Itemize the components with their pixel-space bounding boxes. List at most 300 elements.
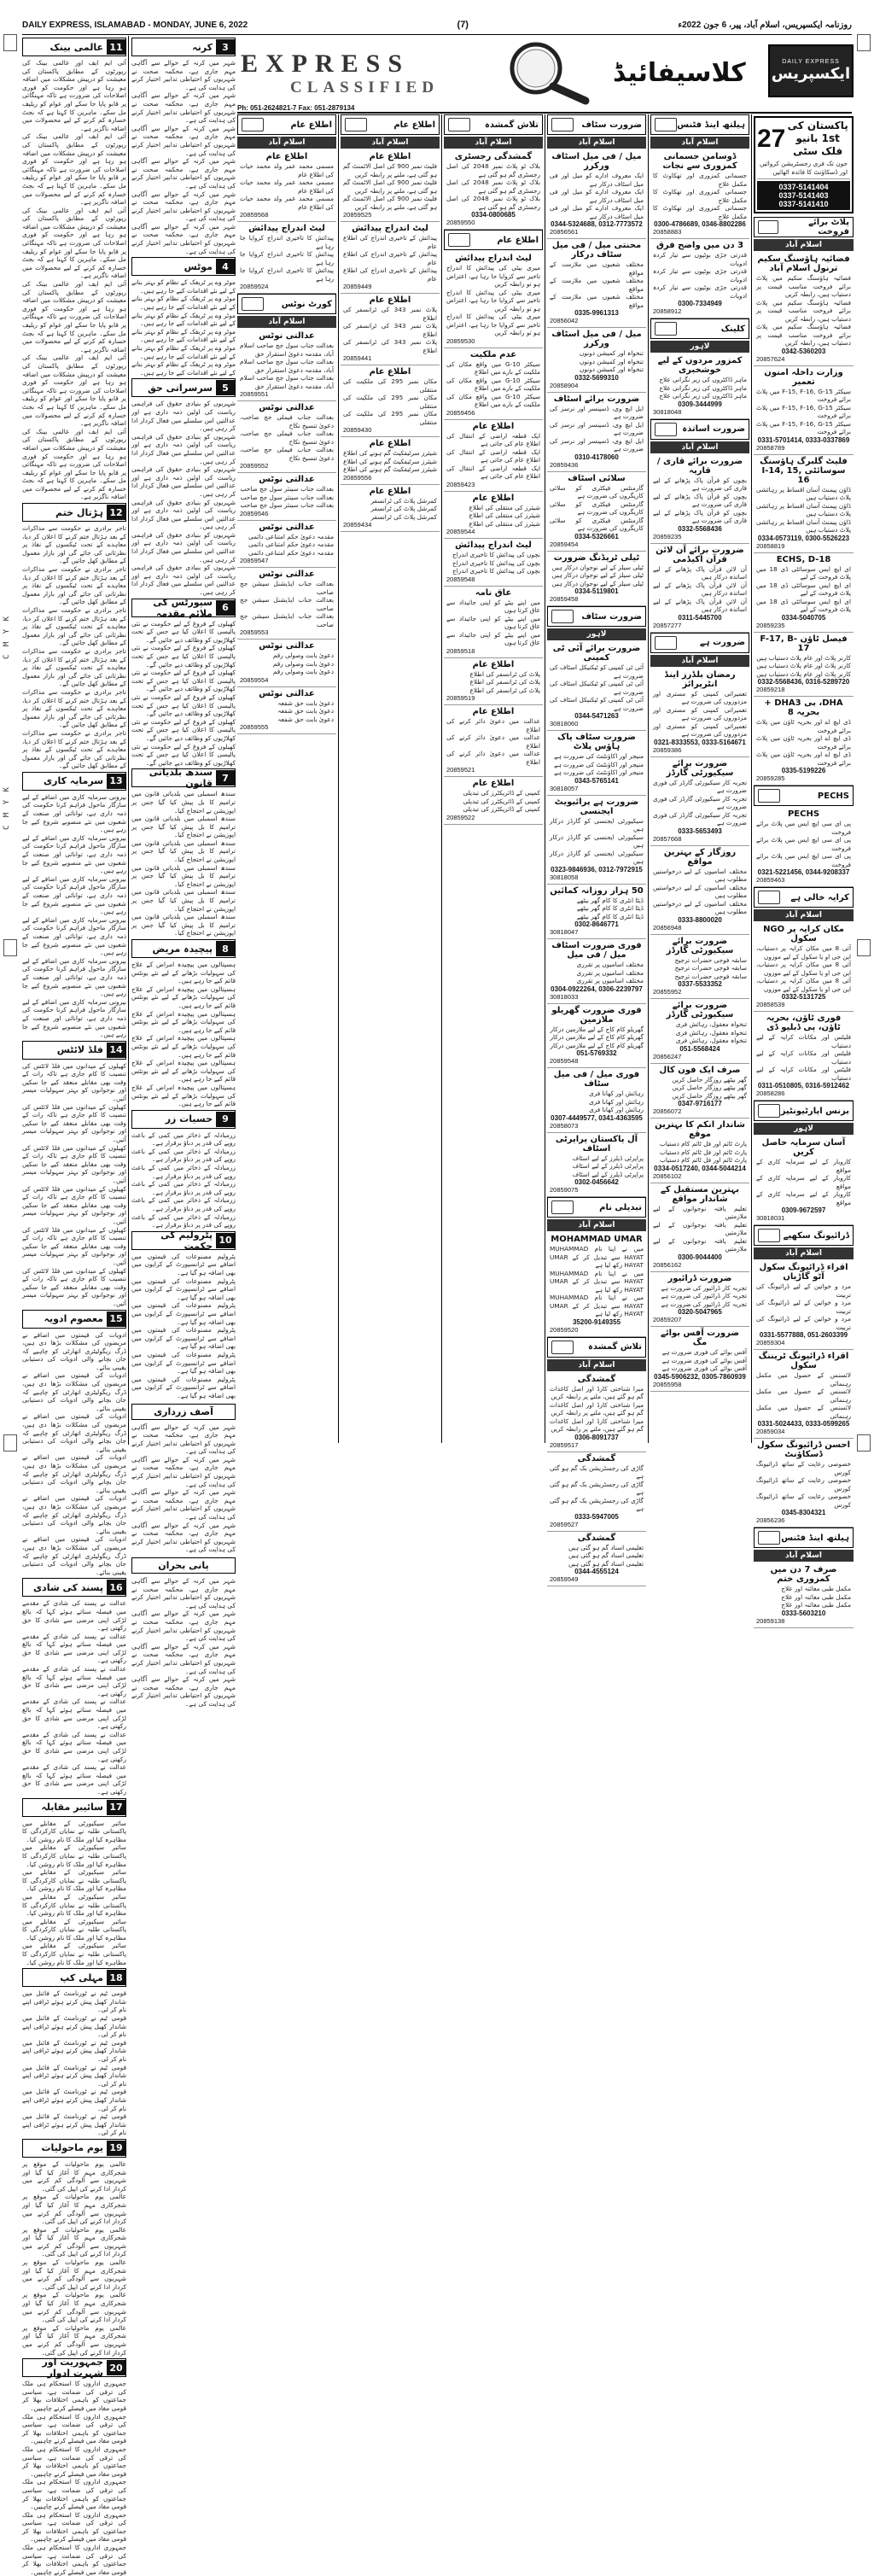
ad-heading: 50 ہزار روزانہ کمائیں	[550, 885, 644, 896]
ad-code: 20859075	[550, 1186, 579, 1194]
opinion-title: معصوم ادویہ	[44, 1313, 103, 1324]
ad-body: تعلیمی اسناد گم ہو گئی ہیں	[568, 1559, 644, 1568]
opinion-text: موٹر وے پر ٹریفک کے نظام کو بہتر بنانے کے لیے نئے اقدامات کیے جا رہے ہیں۔	[131, 278, 236, 295]
ad-body: جسمانی کمزوری اور تھکاوٹ کا مکمل علاج	[653, 172, 747, 188]
column-divider	[751, 114, 752, 1443]
classified-ad	[237, 687, 336, 735]
classified-ad	[547, 1452, 646, 1532]
opinion-text: قومی ٹیم نے ٹورنامنٹ کے فائنل میں شاندار کھیل پیش کرتے ہوئے ٹرافی اپنے نام کر لی۔	[22, 2112, 126, 2137]
ad-phone: 051-5568424	[679, 1044, 720, 1053]
ad-body: گھر بیٹھے روزگار حاصل کریں	[672, 1091, 747, 1100]
opinion-number: 6	[216, 600, 235, 616]
classified-ad	[650, 1064, 749, 1119]
ad-code: 20859568	[240, 211, 269, 219]
ad-heading: ضرورت برائے سیکیورٹی گارڈز	[666, 758, 734, 778]
ad-body: سیکیورٹی ایجنسی کو گارڈز درکار ہیں	[550, 849, 644, 865]
city-banner: اسلام آباد	[341, 137, 440, 149]
opinion-text: شہر میں کرنہ کے حوالے سے آگاہی مہم جاری ہے، محکمہ صحت نے شہریوں کو احتیاطی تدابیر اختیار کرنے کی ہدایت کی ہے۔	[131, 1675, 236, 1708]
ad-body: آئی 8 میں مکان کرایہ پر دستیاب، این جی او یا سکول کے لیے موزوں	[756, 961, 851, 977]
opinion-text: بیرونی سرمایہ کاری میں اضافے کے لیے سازگار ماحول فراہم کرنا حکومت کی ذمہ داری ہے، توانائی اور صنعت کے شعبوں میں نئے منصوبے شروع کیے جا رہے ہیں۔	[22, 997, 126, 1039]
classified-column-4	[444, 114, 543, 1443]
ad-body: ڈی ایچ اے اور بحریہ ٹاؤن میں پلاٹ برائے فروخت	[756, 751, 851, 767]
ad-heading: سلائی اسٹاف	[568, 473, 626, 483]
ad-body: پی ای سی ایچ ایس میں پلاٹ برائے فروخت	[756, 836, 851, 852]
ad-heading: میل / فی میل اسٹاف ورکرز	[551, 152, 642, 171]
classified-ad	[237, 222, 336, 294]
category-heading	[444, 114, 543, 135]
ad-body: جسمانی کمزوری اور تھکاوٹ کا مکمل علاج	[653, 188, 747, 204]
city-banner: اسلام آباد	[547, 137, 646, 149]
ad-body: گارمنٹس فیکٹری کو سلائی کاریگروں کی ضرورت ہے	[550, 499, 644, 516]
category-title: ضرورت ہے	[699, 638, 745, 647]
ad-heading: لیٹ اندراج پیدائش	[248, 224, 325, 233]
opinion-text: آئی ایم ایف اور عالمی بینک کی رپورٹوں کے مطابق پاکستان کی معیشت کو درپیش مشکلات میں اضافہ ہو رہا ہے اور حکومت کو فوری اصلاحات کی ضرورت ہے تاکہ مہنگائی پر قابو پایا جا سکے اور عوام کو ریلیف مل سکے۔ ماہرین کا کہنا ہے کہ بجٹ خسارہ کم کرنے کے لیے محصولات میں اضافہ ناگزیر ہے۔	[22, 206, 126, 280]
opinion-text: آئی ایم ایف اور عالمی بینک کی رپورٹوں کے مطابق پاکستان کی معیشت کو درپیش مشکلات میں اضافہ ہو رہا ہے اور حکومت کو فوری اصلاحات کی ضرورت ہے تاکہ مہنگائی پر قابو پایا جا سکے اور عوام کو ریلیف مل سکے۔ ماہرین کا کہنا ہے کہ بجٹ خسارہ کم کرنے کے لیے محصولات میں اضافہ ناگزیر ہے۔	[22, 59, 126, 132]
ad-body: تنخواہ معقول، رہائش فری	[675, 1028, 747, 1037]
city-banner: اسلام آباد	[754, 239, 854, 251]
registration-mark	[857, 34, 871, 51]
promo-title: پاکستان کی 1st بانیو فلک سٹی	[787, 120, 848, 157]
ad-heading: بہترین مستقبل کے شاندار مواقع	[661, 1184, 739, 1204]
ad-body: رہائش اور کھانا فری	[589, 1106, 644, 1113]
category-title: کلینک	[720, 324, 745, 334]
classified-ad	[650, 935, 749, 1000]
ad-body: کارنر پلاٹ اور عام پلاٹ دستیاب ہیں	[756, 662, 851, 669]
page-header	[22, 17, 852, 32]
classified-column-2	[650, 114, 749, 1443]
category-heading	[547, 1337, 646, 1358]
opinion-text: شہر میں کرنہ کے حوالے سے آگاہی مہم جاری ہے، محکمہ صحت نے شہریوں کو احتیاطی تدابیر اختیار کرنے کی ہدایت کی ہے۔	[131, 157, 236, 190]
opinion-text: سائبر سیکیورٹی کے مقابلے میں پاکستانی طلبہ نے نمایاں کارکردگی کا مظاہرہ کیا اور ملک کا نام روشن کیا۔	[22, 1892, 126, 1918]
category-icon	[242, 118, 264, 131]
opinion-title: سندھ بلدیاتی قانون	[149, 767, 213, 790]
ad-code: 20859235	[653, 532, 682, 540]
opinion-text: کھیلوں کے میدانوں میں فلڈ لائٹس کی تنصیب کا کام جاری ہے تاکہ رات کے وقت بھی مقابلے منعقد کیے جا سکیں اور نوجوانوں کو بہتر سہولیات میسر آئیں۔	[22, 1266, 126, 1307]
ad-body: مختلف شعبوں میں ملازمت کے مواقع	[550, 260, 644, 277]
classified-ad	[650, 544, 749, 633]
category-heading	[754, 887, 854, 908]
opinion-text: سندھ اسمبلی میں بلدیاتی قانون میں ترامیم کا بل پیش کیا گیا جس پر اپوزیشن نے احتجاج کیا۔	[131, 790, 236, 815]
classified-ad	[237, 568, 336, 640]
ad-code: 20859544	[446, 528, 475, 535]
opinion-heading	[22, 1310, 126, 1329]
ad-code: 20859430	[343, 426, 372, 434]
ad-code: 20859449	[343, 283, 372, 290]
ad-phone: 0300-4786689, 0346-8802286	[654, 220, 746, 228]
opinion-title: ہڑتال ختم	[55, 506, 103, 518]
ad-body: شیئرز سرٹیفکیٹ گم ہونے کی اطلاع	[343, 457, 437, 465]
ad-body: مختلف اسامیوں پر تقرری	[576, 968, 644, 977]
opinion-text: موٹر وے پر ٹریفک کے نظام کو بہتر بنانے کے لیے نئے اقدامات کیے جا رہے ہیں۔	[131, 311, 236, 328]
opinion-text: شہر میں کرنہ کے حوالے سے آگاہی مہم جاری ہے، محکمہ صحت نے شہریوں کو احتیاطی تدابیر اختیار کرنے کی ہدایت کی ہے۔	[131, 1455, 236, 1488]
opinion-writer: پانی بحران	[131, 1557, 236, 1574]
ad-heading: مکان کرایہ پر NGO سکول	[763, 925, 844, 943]
ad-body: لائسنس کے حصول میں مکمل رہنمائی	[756, 1387, 851, 1404]
classified-ad	[341, 150, 440, 222]
classified-word: CLASSIFIED	[290, 79, 440, 96]
ad-heading: ضرورت ہے پرائیویٹ ایجنسی	[554, 797, 639, 816]
ad-heading: اقراء ڈرائیونگ سکول آٹو گاڑیاں	[759, 1263, 848, 1282]
opinion-text: زرمبادلہ کے ذخائر میں کمی کے باعث روپے کی قدر پر دباؤ برقرار ہے۔	[131, 1180, 236, 1196]
ad-phone: 35200-9149355	[572, 1317, 621, 1326]
ad-code: 20859527	[550, 1520, 579, 1528]
ad-body: بعدالت جناب ایڈیشنل سیشن جج صاحب	[240, 612, 334, 628]
ad-body: مرد و خواتین کے لیے ڈرائیونگ کی تربیت	[756, 1299, 851, 1315]
classified-ad	[650, 239, 749, 318]
ad-code: 20858073	[550, 1121, 579, 1130]
city-banner: اسلام آباد	[547, 1219, 646, 1231]
ad-body: تعمیراتی کمپنی کو مستری اور مزدوروں کی ضرورت ہے	[653, 689, 747, 705]
opinion-text: شہر میں کرنہ کے حوالے سے آگاہی مہم جاری ہے، محکمہ صحت نے شہریوں کو احتیاطی تدابیر اختیار کرنے کی ہدایت کی ہے۔	[131, 91, 236, 125]
category-heading	[754, 1101, 854, 1121]
ad-body: تعمیراتی کمپنی کو مستری اور مزدوروں کی ضرورت ہے	[653, 721, 747, 738]
ad-body: ماہر ڈاکٹروں کی زیر نگرانی علاج	[659, 376, 747, 383]
ad-body: کاروبار کے لیے سرمایہ کاری کے مواقع	[756, 1174, 851, 1190]
opinion-text: تاجر برادری نے حکومت سے مذاکرات کے بعد ہڑتال ختم کرنے کا اعلان کر دیا، معاہدے کے تحت ٹیکسوں کے نفاذ پر نظرثانی کی جائے گی اور بازار معمول کے مطابق کھل جائیں گے۔	[22, 687, 126, 729]
ad-heading: فوری ٹاؤن، بحریہ ٹاؤن، پی ڈبلیو ڈی	[766, 1013, 842, 1032]
category-title: کرایہ خالی ہے	[790, 892, 849, 902]
ad-body: کمپنی کے ڈائریکٹرز کی تبدیلی	[463, 797, 540, 805]
ad-body: آئی 8 میں مکان کرایہ پر دستیاب، این جی او یا سکول کے لیے موزوں	[756, 944, 851, 961]
ad-body: میرا شناختی کارڈ اور اصل کاغذات گم ہو گئے ہیں، ملنے پر رابطہ کریں	[550, 1400, 644, 1417]
ad-body: تنخواہ اور کمیشن دونوں	[580, 365, 644, 373]
classified-ad	[444, 492, 543, 540]
ad-body: مختلف اسامیوں پر تقرری	[576, 961, 644, 968]
ad-code: 20856072	[653, 1107, 682, 1115]
ad-heading: اطلاع عام	[369, 295, 411, 305]
ad-body: شیئرز کی منتقلی کی اطلاع	[469, 503, 540, 511]
ad-body: گھریلو کام کاج کے لیے ملازمین درکار	[550, 1041, 644, 1049]
classified-ad	[237, 473, 336, 521]
opinion-number: 16	[107, 1580, 125, 1595]
ad-body: مکان نمبر 295 کی ملکیت کی منتقلی	[343, 410, 437, 426]
opinion-text: شہر میں کرنہ کے حوالے سے آگاہی مہم جاری ہے، محکمہ صحت نے شہریوں کو احتیاطی تدابیر اختیار کرنے کی ہدایت کی ہے۔	[131, 1521, 236, 1554]
ad-body: میں نے اپنا نام MUHAMMAD HAYAT سے تبدیل کر کے UMAR HAYAT رکھ لیا ہے	[550, 1245, 644, 1269]
ad-body: سیکٹر F-15, F-16, G-15 میں پلاٹ برائے فروخت	[756, 419, 851, 435]
ad-code: 20859549	[550, 1575, 579, 1583]
ad-body: گھریلو کام کاج کے لیے ملازمین درکار	[550, 1025, 644, 1033]
classified-ad	[547, 1532, 646, 1587]
cmyk-mark: C M Y K	[3, 615, 11, 659]
opinion-number: 15	[107, 1311, 125, 1327]
opinion-text: شہریوں کو بنیادی حقوق کی فراہمی ریاست کی اولین ذمہ داری ہے اور عدالتیں اس سلسلے میں فعال کردار ادا کر رہی ہیں۔	[131, 498, 236, 531]
ad-phone: 0321-5221456, 0344-9208337	[757, 868, 850, 876]
ad-body: بعدالت جناب فیملی جج صاحب، دعویٰ تنسیخ نکاح	[240, 413, 334, 429]
category-icon	[551, 118, 574, 131]
ad-body: میں اپنے بیٹے کو اپنی جائیداد سے عاق کرتا ہوں	[446, 614, 540, 630]
opinion-title: جمہوریت اور شہرت ادوار	[42, 2357, 103, 2380]
opinion-text: زرمبادلہ کے ذخائر میں کمی کے باعث روپے کی قدر پر دباؤ برقرار ہے۔	[131, 1196, 236, 1213]
ad-body: تجربہ کار ڈرائیور کی ضرورت ہے	[661, 1300, 747, 1308]
express-logo	[768, 44, 854, 97]
category-title: اطلاع عام	[290, 120, 332, 130]
ad-body: پلاٹ نمبر 343 کی ٹرانسفر کی اطلاع	[343, 322, 437, 338]
category-heading	[444, 230, 543, 250]
ad-heading: روزگار کے بہترین مواقع	[663, 847, 737, 867]
promo-phone: 0337-5141410	[778, 200, 829, 208]
classified-ad	[650, 669, 749, 757]
ad-phone: 0332-5568436	[678, 524, 722, 533]
opinion-text: کھیلوں کے میدانوں میں فلڈ لائٹس کی تنصیب کا کام جاری ہے تاکہ رات کے وقت بھی مقابلے منعقد کیے جا سکیں اور نوجوانوں کو بہتر سہولیات میسر آئیں۔	[22, 1102, 126, 1144]
ad-body: خصوصی رعایت کے ساتھ ڈرائیونگ کورس	[756, 1476, 851, 1492]
city-banner: اسلام آباد	[754, 1247, 854, 1259]
ad-code: 30818047	[550, 928, 579, 936]
category-icon	[758, 891, 780, 904]
classified-column-1	[754, 114, 854, 1625]
ad-body: قدرتی جڑی بوٹیوں سے تیار کردہ ادویات	[653, 251, 747, 267]
ad-heading: اطلاع عام	[472, 707, 515, 716]
ad-body: آئی ٹی کمپنی کو ٹیکنیکل اسٹاف کی ضرورت ہے	[550, 663, 644, 680]
ad-code: 30818060	[550, 720, 579, 727]
city-banner: لاہور	[754, 1123, 854, 1135]
opinion-text: پٹرولیم مصنوعات کی قیمتوں میں اضافے سے ٹرانسپورٹ کے کرایوں میں بھی اضافہ ہو گیا ہے۔	[131, 1301, 236, 1326]
logo-english: DAILY EXPRESS	[782, 59, 840, 65]
opinion-text: سائبر سیکیورٹی کے مقابلے میں پاکستانی طلبہ نے نمایاں کارکردگی کا مظاہرہ کیا اور ملک کا نام روشن کیا۔	[22, 1868, 126, 1893]
ad-heading: 3 دن میں واضح فرق	[656, 241, 744, 250]
ad-body: قدرتی جڑی بوٹیوں سے تیار کردہ ادویات	[653, 267, 747, 283]
ad-code: 20857668	[653, 834, 682, 843]
ad-code: 20858904	[550, 381, 579, 389]
ad-body: کاروبار کے لیے سرمایہ کاری کے مواقع	[756, 1190, 851, 1206]
category-title: تلاش گمشدہ	[485, 120, 539, 130]
opinion-text: سندھ اسمبلی میں بلدیاتی قانون میں ترامیم کا بل پیش کیا گیا جس پر اپوزیشن نے احتجاج کیا۔	[131, 888, 236, 913]
ad-body: بلاک ٹو پلاٹ نمبر 2048 کی اصل رجسٹری گم ہو گئی ہے	[446, 195, 540, 211]
classified-ad	[547, 393, 646, 472]
category-title: کورٹ نوٹس	[281, 299, 332, 309]
ad-phone: 0302-0456642	[574, 1178, 619, 1186]
opinion-text: ادویات کی قیمتوں میں اضافے نے مریضوں کی مشکلات بڑھا دی ہیں، ڈرگ ریگولیٹری اتھارٹی کو چاہیے کہ جان بچانے والی ادویات کی دستیابی یقینی بنائے۔	[22, 1494, 126, 1535]
classified-ad	[650, 1272, 749, 1328]
ad-code: 20859518	[446, 646, 475, 655]
ad-body: آئی ٹی کمپنی کو ٹیکنیکل اسٹاف کی ضرورت ہے	[550, 696, 644, 712]
ad-phone: 0300-9044400	[678, 1253, 722, 1261]
ad-body: بلاک ٹو پلاٹ نمبر 2048 کی اصل رجسٹری گم ہو گئی ہے	[446, 178, 540, 195]
ad-phone: 0333-5653493	[678, 827, 722, 835]
ad-code: 20858883	[653, 228, 682, 236]
ad-heading: گمشدگی	[577, 1533, 616, 1543]
header-rule	[22, 34, 852, 35]
classified-ad	[237, 521, 336, 569]
ad-body: سابقہ فوجی حضرات ترجیح	[674, 964, 747, 972]
category-heading	[547, 1197, 646, 1218]
ad-body: فلیٹ نمبر 900 کی اصل الاٹمنٹ گم ہو گئی ہے، ملنے پر رابطہ کریں	[343, 162, 438, 178]
ad-body: پارٹ ٹائم اور فل ٹائم کام دستیاب	[659, 1156, 747, 1164]
ad-heading: کمزور مردوں کے لیے خوشخبری	[657, 356, 743, 375]
opinion-text: عدالت نے پسند کی شادی کے مقدمے میں فیصلہ سناتے ہوئے کہا کہ بالغ لڑکی اپنی مرضی سے شادی کا حق رکھتی ہے۔	[22, 1763, 126, 1796]
opinion-text: شہریوں کو بنیادی حقوق کی فراہمی ریاست کی اولین ذمہ داری ہے اور عدالتیں اس سلسلے میں فعال کردار ادا کر رہی ہیں۔	[131, 465, 236, 498]
ad-code: 20858286	[756, 1089, 785, 1097]
opinion-text: عالمی یوم ماحولیات کے موقع پر شجرکاری مہم کا آغاز کیا گیا اور شہریوں سے آلودگی کم کرنے میں کردار ادا کرنے کی اپیل کی گئی۔	[22, 2291, 126, 2324]
ad-body: دعویٰ بابت وصولی رقم	[272, 668, 334, 675]
ad-code: 20856561	[550, 228, 579, 236]
opinion-text: بیرونی سرمایہ کاری میں اضافے کے لیے سازگار ماحول فراہم کرنا حکومت کی ذمہ داری ہے، توانائی اور صنعت کے شعبوں میں نئے منصوبے شروع کیے جا رہے ہیں۔	[22, 792, 126, 834]
classified-ad	[444, 705, 543, 777]
ad-code: 20859441	[343, 354, 372, 362]
category-icon	[551, 1341, 574, 1354]
ad-body: ڈیٹا انٹری کا کام گھر بیٹھے	[576, 904, 644, 912]
category-icon	[551, 610, 574, 623]
classified-column-5	[341, 114, 440, 1443]
opinion-text: سندھ اسمبلی میں بلدیاتی قانون میں ترامیم کا بل پیش کیا گیا جس پر اپوزیشن نے احتجاج کیا۔	[131, 913, 236, 938]
ad-code: 20859434	[343, 521, 372, 529]
ad-heading: اطلاع عام	[369, 439, 411, 448]
ad-heading: صرف 7 دن میں کمزوری ختم	[770, 1565, 837, 1584]
opinion-text: عدالت نے پسند کی شادی کے مقدمے میں فیصلہ سناتے ہوئے کہا کہ بالغ لڑکی اپنی مرضی سے شادی کا حق رکھتی ہے۔	[22, 1665, 126, 1697]
opinion-number: 5	[216, 380, 235, 395]
ad-heading: رمضان بلڈرز اینڈ انٹرپرائز	[664, 669, 736, 689]
category-heading	[754, 1527, 854, 1548]
ad-code: 20858819	[756, 541, 785, 550]
classified-ad	[547, 796, 646, 885]
opinion-text: موٹر وے پر ٹریفک کے نظام کو بہتر بنانے کے لیے نئے اقدامات کیے جا رہے ہیں۔	[131, 344, 236, 360]
ad-body: خصوصی رعایت کے ساتھ ڈرائیونگ کورس	[756, 1460, 851, 1476]
logo-urdu: ایکسپریس	[771, 65, 851, 83]
ad-phone: 0344-5471263	[574, 712, 619, 720]
ad-code: 20859436	[550, 460, 579, 469]
ad-code: 20856948	[653, 923, 682, 932]
opinion-text: ہسپتالوں میں پیچیدہ امراض کے علاج کی سہولیات بڑھانے کے لیے نئے یونٹس قائم کیے جا رہے ہیں۔	[131, 1009, 236, 1034]
ad-body: آن لائن قرآن پاک پڑھانے کے لیے اساتذہ درکار ہیں	[653, 597, 747, 613]
city-banner: اسلام آباد	[650, 655, 749, 667]
cmyk-mark: C M Y K	[3, 786, 11, 830]
ad-body: مسمی محمد عمر ولد محمد حیات کی اطلاع عام	[240, 195, 334, 211]
opinion-text: شہر میں کرنہ کے حوالے سے آگاہی مہم جاری ہے، محکمہ صحت نے شہریوں کو احتیاطی تدابیر اختیار کرنے کی ہدایت کی ہے۔	[131, 1422, 236, 1456]
classified-column-3	[547, 114, 646, 1583]
ad-body: بعدالت جناب سول جج صاحب اسلام آباد، مقدمہ دعویٰ استقرار حق	[240, 374, 334, 390]
opinion-title: سائیبر مقابلہ	[41, 1802, 103, 1814]
ad-phone: 0332-5699310	[574, 373, 619, 382]
ad-body: ایک معروف ادارے کو میل اور فی میل اسٹاف درکار ہے	[550, 204, 644, 220]
ad-body: کارنر پلاٹ اور عام پلاٹ دستیاب ہیں	[756, 653, 851, 662]
ad-phone: 0334-0573119, 0300-5526223	[757, 534, 850, 542]
ad-heading: عدالتی نوٹس	[259, 403, 315, 412]
ad-body: فضائیہ ہاؤسنگ سکیم میں پلاٹ برائے فروخت مناسب قیمت پر دستیاب ہیں، رابطہ کریں	[756, 274, 851, 298]
category-title: ہیلتھ اینڈ فٹنس	[781, 1533, 849, 1543]
ad-code: 20859458	[550, 595, 579, 603]
classified-ad	[547, 885, 646, 940]
ad-body: گارمنٹس فیکٹری کو سلائی کاریگروں کی ضرورت ہے	[550, 516, 644, 532]
opinion-text: کھیلوں کے فروغ کے لیے حکومت نے نئی پالیسی کا اعلان کیا ہے جس کے تحت کھلاڑیوں کو وظائف دیے جائیں گے۔	[131, 644, 236, 669]
opinion-title: حسیات زر	[165, 1113, 213, 1125]
ad-body: رہائش اور کھانا فری	[589, 1089, 644, 1097]
ad-body: تعلیم یافتہ نوجوانوں کے لیے ملازمتیں	[653, 1236, 747, 1253]
category-title: پلاٹ برائے فروخت	[808, 218, 849, 237]
opinion-text: قومی ٹیم نے ٹورنامنٹ کے فائنل میں شاندار کھیل پیش کرتے ہوئے ٹرافی اپنے نام کر لی۔	[22, 2014, 126, 2039]
ad-heading: DHA، بی DHA3 + بحریہ 8	[764, 698, 843, 717]
ad-phone: 0309-9672597	[781, 1206, 826, 1214]
ad-heading: ضرورت سٹاف پاک ہاؤس پلاٹ	[557, 733, 636, 751]
category-title: PECHS	[817, 791, 849, 801]
ad-code: 20859285	[756, 774, 785, 782]
ad-body: قدرتی جڑی بوٹیوں سے تیار کردہ ادویات	[653, 283, 747, 300]
classified-ad	[650, 1183, 749, 1272]
opinion-text: شہر میں کرنہ کے حوالے سے آگاہی مہم جاری ہے، محکمہ صحت نے شہریوں کو احتیاطی تدابیر اختیار کرنے کی ہدایت کی ہے۔	[131, 59, 236, 91]
ad-phone: 0333-5947005	[574, 1512, 619, 1521]
opinion-text: پٹرولیم مصنوعات کی قیمتوں میں اضافے سے ٹرانسپورٹ کے کرایوں میں بھی اضافہ ہو گیا ہے۔	[131, 1350, 236, 1376]
category-heading	[650, 114, 749, 135]
ad-body: شیئرز کی منتقلی کی اطلاع	[469, 519, 540, 528]
opinion-title: مہلی کپ	[60, 1971, 103, 1983]
opinion-text: عالمی یوم ماحولیات کے موقع پر شجرکاری مہم کا آغاز کیا گیا اور شہریوں سے آلودگی کم کرنے میں کردار ادا کرنے کی اپیل کی گئی۔	[22, 2323, 126, 2357]
ad-body: پلاٹ کی ٹرانسفر کی اطلاع	[469, 686, 540, 694]
opinion-text: ہسپتالوں میں پیچیدہ امراض کے علاج کی سہولیات بڑھانے کے لیے نئے یونٹس قائم کیے جا رہے ہیں۔	[131, 961, 236, 985]
city-banner: اسلام آباد	[754, 1550, 854, 1562]
ad-code: 20856042	[550, 317, 579, 324]
opinion-text: موٹر وے پر ٹریفک کے نظام کو بہتر بنانے کے لیے نئے اقدامات کیے جا رہے ہیں۔	[131, 360, 236, 377]
category-icon	[758, 1229, 780, 1242]
opinion-heading	[22, 772, 126, 791]
opinion-text: آئی ایم ایف اور عالمی بینک کی رپورٹوں کے مطابق پاکستان کی معیشت کو درپیش مشکلات میں اضافہ ہو رہا ہے اور حکومت کو فوری اصلاحات کی ضرورت ہے تاکہ مہنگائی پر قابو پایا جا سکے اور عوام کو ریلیف مل سکے۔ ماہرین کا کہنا ہے کہ بجٹ خسارہ کم کرنے کے لیے محصولات میں اضافہ ناگزیر ہے۔	[22, 132, 126, 207]
city-banner: اسلام آباد	[650, 137, 749, 149]
opinion-number: 3	[216, 39, 235, 55]
ad-phone: 0334-0800685	[471, 211, 516, 219]
opinion-text: شہر میں کرنہ کے حوالے سے آگاہی مہم جاری ہے، محکمہ صحت نے شہریوں کو احتیاطی تدابیر اختیار کرنے کی ہدایت کی ہے۔	[131, 1488, 236, 1522]
opinion-section	[22, 36, 236, 2576]
classified-ad	[547, 939, 646, 1004]
ad-heading: لیٹ اندراج پیدائش	[352, 224, 428, 233]
opinion-text: زرمبادلہ کے ذخائر میں کمی کے باعث روپے کی قدر پر دباؤ برقرار ہے۔	[131, 1164, 236, 1180]
opinion-heading	[22, 2357, 126, 2380]
ad-phone: 0347-9716177	[678, 1100, 722, 1107]
ad-code: 20855958	[653, 1380, 682, 1388]
classified-ad	[547, 472, 646, 552]
ad-body: پیدائش کے تاخیری اندراج کی اطلاع عام	[343, 266, 437, 283]
classified-ad	[444, 658, 543, 706]
opinion-title: پسند کی شادی	[32, 1581, 103, 1593]
ad-phone: 0335-9961313	[574, 309, 619, 317]
category-heading	[754, 786, 854, 806]
category-icon	[448, 233, 470, 247]
ad-code: 20859522	[446, 813, 475, 821]
opinion-text: شہریوں کو بنیادی حقوق کی فراہمی ریاست کی اولین ذمہ داری ہے اور عدالتیں اس سلسلے میں فعال کردار ادا کر رہی ہیں۔	[131, 564, 236, 597]
ad-body: خصوصی رعایت کے ساتھ ڈرائیونگ کورس	[756, 1492, 851, 1509]
ad-body: مختلف اسامیوں پر تقرری	[576, 977, 644, 984]
opinion-heading	[22, 38, 126, 56]
opinion-text: قومی ٹیم نے ٹورنامنٹ کے فائنل میں شاندار کھیل پیش کرتے ہوئے ٹرافی اپنے نام کر لی۔	[22, 2038, 126, 2063]
ad-code: 20859555	[240, 723, 269, 731]
urdu-title: کلاسیفائیڈ	[613, 58, 746, 88]
opinion-heading	[131, 257, 236, 276]
column-divider	[338, 114, 339, 1443]
classified-ad	[547, 1233, 646, 1337]
opinion-number: 4	[216, 259, 235, 274]
ad-body: پی ای سی ایچ ایس میں پلاٹ برائے فروخت	[756, 820, 851, 836]
ad-body: آفس بوائے کی فوری ضرورت ہے	[661, 1356, 747, 1364]
ad-code: 20856236	[756, 1516, 785, 1524]
ad-body: تجربہ کار سیکیورٹی گارڈز کی فوری ضرورت ہے	[653, 778, 747, 794]
ad-heading: وزارت داخلہ امنون تعمیر	[764, 367, 843, 387]
ad-code: 20859520	[550, 1325, 579, 1334]
city-banner: لاہور	[547, 628, 646, 640]
magnifying-glass-icon	[493, 39, 596, 104]
city-banner: اسلام آباد	[547, 1359, 646, 1371]
ad-heading: آسان سرمایہ حاصل کریں	[761, 1138, 846, 1157]
ad-body: ڈیٹا انٹری کا کام گھر بیٹھے	[576, 912, 644, 920]
ad-body: دعویٰ بابت حق شفعہ	[277, 707, 334, 715]
classified-ad	[754, 923, 854, 1012]
opinion-text: کھیلوں کے میدانوں میں فلڈ لائٹس کی تنصیب کا کام جاری ہے تاکہ رات کے وقت بھی مقابلے منعقد کیے جا سکیں اور نوجوانوں کو بہتر سہولیات میسر آئیں۔	[22, 1184, 126, 1225]
ad-body: بعدالت جناب سینئر سول جج صاحب	[240, 485, 334, 493]
ad-phone: 0300-7334949	[678, 300, 722, 307]
opinion-text: قومی ٹیم نے ٹورنامنٹ کے فائنل میں شاندار کھیل پیش کرتے ہوئے ٹرافی اپنے نام کر لی۔	[22, 2063, 126, 2088]
ad-body: گارمنٹس فیکٹری کو سلائی کاریگروں کی ضرورت ہے	[550, 483, 644, 499]
ad-phone: 0335-5199226	[781, 767, 826, 774]
ad-body: پلاٹ نمبر 343 کی ٹرانسفر کی اطلاع	[343, 338, 437, 354]
opinion-text: عالمی یوم ماحولیات کے موقع پر شجرکاری مہم کا آغاز کیا گیا اور شہریوں سے آلودگی کم کرنے میں کردار ادا کرنے کی اپیل کی گئی۔	[22, 2193, 126, 2226]
opinion-text: جمہوری اداروں کا استحکام ہی ملک کی ترقی کی ضمانت ہے، سیاسی جماعتوں کو باہمی اختلافات بھلا کر قومی مفاد میں فیصلے کرنے چاہییں۔	[22, 2412, 126, 2445]
category-title: اطلاع عام	[393, 120, 435, 130]
ad-code: 20859519	[446, 694, 475, 702]
